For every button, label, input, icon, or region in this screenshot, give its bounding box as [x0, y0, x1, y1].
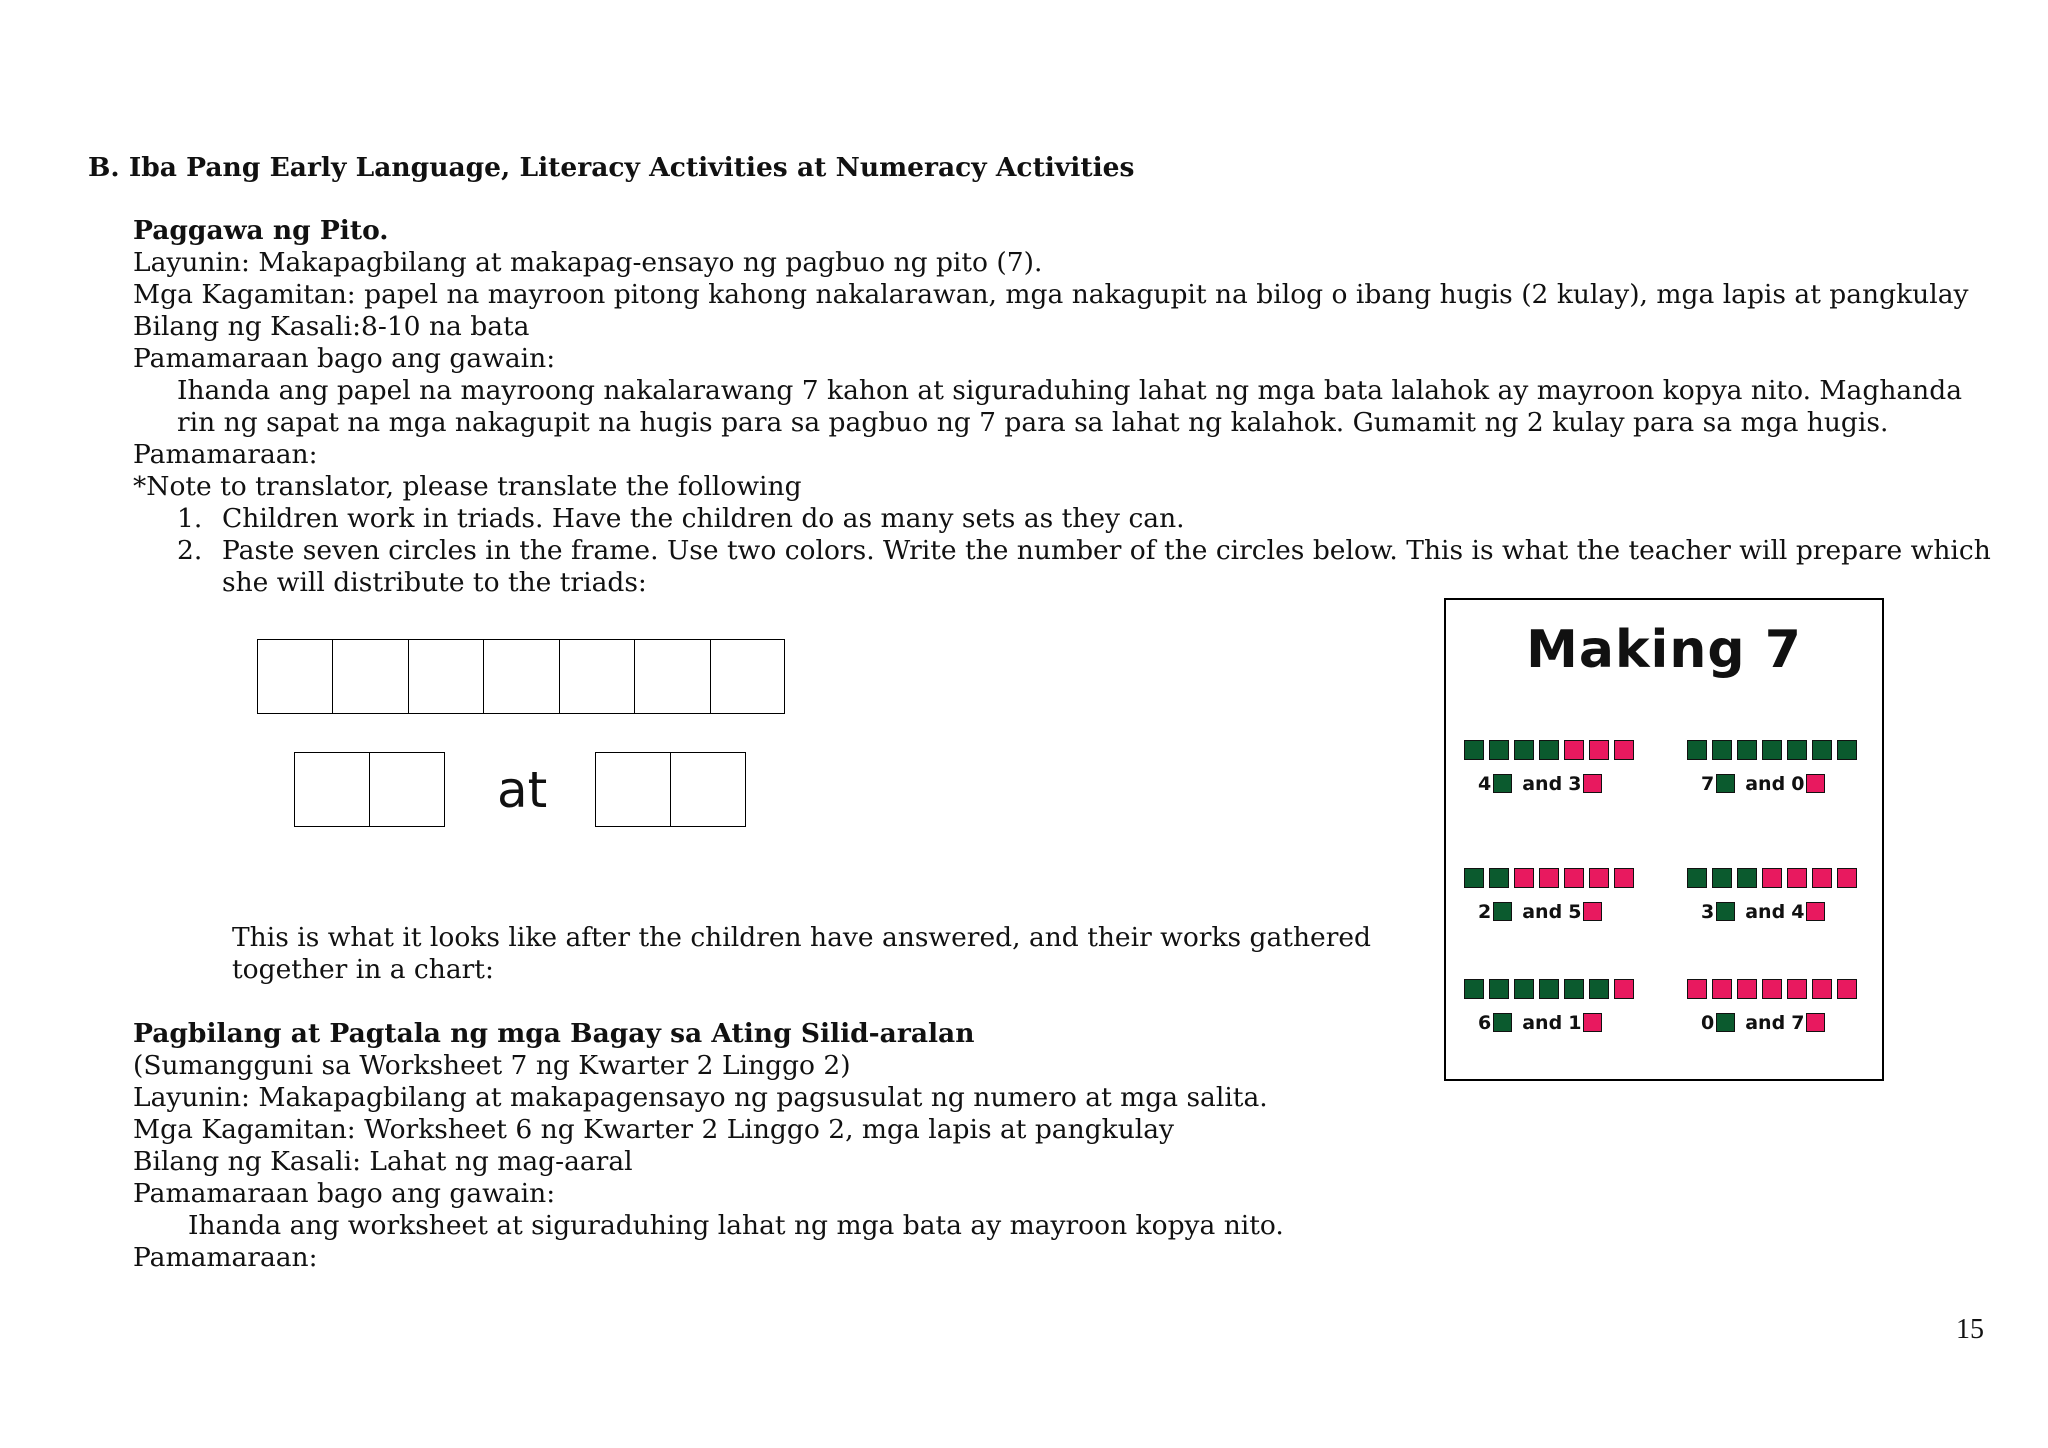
pink-square — [1614, 979, 1634, 999]
after-answer-text: This is what it looks like after the children have answered, and their works gathered — [232, 922, 1372, 953]
activity2-title: Pagbilang at Pagtala ng mga Bagay sa Ating Silid-aralan — [133, 1018, 975, 1049]
pink-count: 5 — [1568, 900, 1582, 923]
pink-square-icon — [1583, 902, 1602, 921]
step-text-continued: she will distribute to the triads: — [222, 567, 647, 598]
pink-count: 0 — [1791, 772, 1805, 795]
green-square-icon — [1716, 1013, 1735, 1032]
green-square-icon — [1716, 902, 1735, 921]
green-square — [1464, 868, 1484, 888]
and-word: and — [1745, 900, 1786, 923]
activity1-kasali: Bilang ng Kasali:8-10 na bata — [133, 311, 530, 342]
combination-label — [1701, 900, 1829, 923]
pink-square — [1564, 740, 1584, 760]
answer-box — [595, 752, 671, 827]
pink-square — [1812, 979, 1832, 999]
activity2-bago-label: Pamamaraan bago ang gawain: — [133, 1178, 556, 1209]
step-text: Children work in triads. Have the children do as many sets as they can. — [222, 503, 1185, 534]
pink-count: 1 — [1568, 1011, 1582, 1034]
activity2-layunin: Layunin: Makapagbilang at makapagensayo ng pagsusulat ng numero at mga salita. — [133, 1082, 1268, 1113]
green-square — [1539, 979, 1559, 999]
activity1-bago-label: Pamamaraan bago ang gawain: — [133, 343, 556, 374]
green-square — [1514, 979, 1534, 999]
green-count: 7 — [1701, 772, 1715, 795]
frame-box — [483, 639, 560, 714]
and-word: and — [1522, 772, 1563, 795]
pink-square-icon — [1806, 1013, 1825, 1032]
pink-square-icon — [1806, 774, 1825, 793]
green-count: 2 — [1478, 900, 1492, 923]
activity1-kagamitan: Mga Kagamitan: papel na mayroon pitong kahong nakalarawan, mga nakagupit na bilog o ibang hugis (2 kulay), mga lapis at pangkulay — [133, 279, 1969, 310]
green-square — [1712, 740, 1732, 760]
and-word: and — [1745, 1011, 1786, 1034]
pink-square — [1812, 868, 1832, 888]
green-square — [1687, 740, 1707, 760]
green-square — [1762, 740, 1782, 760]
step-number: 1. — [177, 503, 203, 534]
pink-count: 4 — [1791, 900, 1805, 923]
pink-square — [1837, 868, 1857, 888]
green-square — [1737, 868, 1757, 888]
green-square — [1787, 740, 1807, 760]
and-word: and — [1522, 900, 1563, 923]
green-square — [1812, 740, 1832, 760]
activity2-pamamaraan-label: Pamamaraan: — [133, 1242, 318, 1273]
after-answer-text-continued: together in a chart: — [232, 954, 494, 985]
green-square-icon — [1716, 774, 1735, 793]
answer-box — [670, 752, 746, 827]
green-square — [1489, 740, 1509, 760]
green-square — [1489, 979, 1509, 999]
green-square-icon — [1493, 902, 1512, 921]
pink-square — [1589, 868, 1609, 888]
frame-box — [710, 639, 785, 714]
activity1-pamamaraan-label: Pamamaraan: — [133, 439, 318, 470]
frame-box — [634, 639, 711, 714]
pink-count: 3 — [1568, 772, 1582, 795]
translator-note: *Note to translator, please translate the following — [133, 471, 802, 502]
section-heading: B. Iba Pang Early Language, Literacy Activities at Numeracy Activities — [88, 152, 1135, 183]
pink-square — [1539, 868, 1559, 888]
green-square-icon — [1493, 774, 1512, 793]
green-count: 4 — [1478, 772, 1492, 795]
answer-box — [369, 752, 445, 827]
making-7-chart — [1444, 598, 1884, 1081]
activity2-kagamitan: Mga Kagamitan: Worksheet 6 ng Kwarter 2 Linggo 2, mga lapis at pangkulay — [133, 1114, 1175, 1145]
step-number: 2. — [177, 535, 203, 566]
green-square — [1712, 868, 1732, 888]
activity2-bago-line1: Ihanda ang worksheet at siguraduhing lahat ng mga bata ay mayroon kopya nito. — [188, 1210, 1284, 1241]
pink-square — [1712, 979, 1732, 999]
green-square — [1837, 740, 1857, 760]
green-square-icon — [1493, 1013, 1512, 1032]
at-label: at — [497, 761, 548, 819]
pink-square — [1564, 868, 1584, 888]
pink-square — [1614, 868, 1634, 888]
frame-box — [408, 639, 484, 714]
step-text: Paste seven circles in the frame. Use two colors. Write the number of the circles below. This is what the teacher will prepare which — [222, 535, 1991, 566]
combination-label — [1478, 900, 1606, 923]
combination-label — [1701, 772, 1829, 795]
activity1-bago-line2: rin ng sapat na mga nakagupit na hugis para sa pagbuo ng 7 para sa lahat ng kalahok. Gumamit ng 2 kulay para sa mga hugis. — [177, 407, 1889, 438]
page-number: 15 — [1956, 1314, 1984, 1345]
and-word: and — [1745, 772, 1786, 795]
frame-box — [332, 639, 409, 714]
pink-square — [1687, 979, 1707, 999]
combination-label — [1478, 772, 1606, 795]
making-7-title: Making 7 — [1526, 620, 1802, 680]
green-square — [1514, 740, 1534, 760]
green-square — [1464, 740, 1484, 760]
pink-square — [1737, 979, 1757, 999]
pink-square — [1837, 979, 1857, 999]
green-count: 3 — [1701, 900, 1715, 923]
pink-square-icon — [1806, 902, 1825, 921]
pink-square — [1762, 868, 1782, 888]
pink-square-icon — [1583, 774, 1602, 793]
frame-box — [559, 639, 635, 714]
pink-square-icon — [1583, 1013, 1602, 1032]
green-square — [1489, 868, 1509, 888]
combination-label — [1701, 1011, 1829, 1034]
and-word: and — [1522, 1011, 1563, 1034]
answer-box — [294, 752, 370, 827]
green-count: 0 — [1701, 1011, 1715, 1034]
pink-square — [1589, 740, 1609, 760]
pink-count: 7 — [1791, 1011, 1805, 1034]
activity2-kasali: Bilang ng Kasali: Lahat ng mag-aaral — [133, 1146, 633, 1177]
combination-label — [1478, 1011, 1606, 1034]
activity1-title: Paggawa ng Pito. — [133, 215, 389, 246]
pink-square — [1787, 868, 1807, 888]
green-square — [1464, 979, 1484, 999]
pink-square — [1787, 979, 1807, 999]
green-count: 6 — [1478, 1011, 1492, 1034]
green-square — [1737, 740, 1757, 760]
green-square — [1589, 979, 1609, 999]
pink-square — [1762, 979, 1782, 999]
green-square — [1564, 979, 1584, 999]
pink-square — [1514, 868, 1534, 888]
green-square — [1539, 740, 1559, 760]
activity1-layunin: Layunin: Makapagbilang at makapag-ensayo ng pagbuo ng pito (7). — [133, 247, 1043, 278]
frame-box — [257, 639, 333, 714]
activity2-reference: (Sumangguni sa Worksheet 7 ng Kwarter 2 Linggo 2) — [133, 1050, 851, 1081]
green-square — [1687, 868, 1707, 888]
activity1-bago-line1: Ihanda ang papel na mayroong nakalarawang 7 kahon at siguraduhing lahat ng mga bata lalahok ay mayroon kopya nito. Maghanda — [177, 375, 1963, 406]
pink-square — [1614, 740, 1634, 760]
